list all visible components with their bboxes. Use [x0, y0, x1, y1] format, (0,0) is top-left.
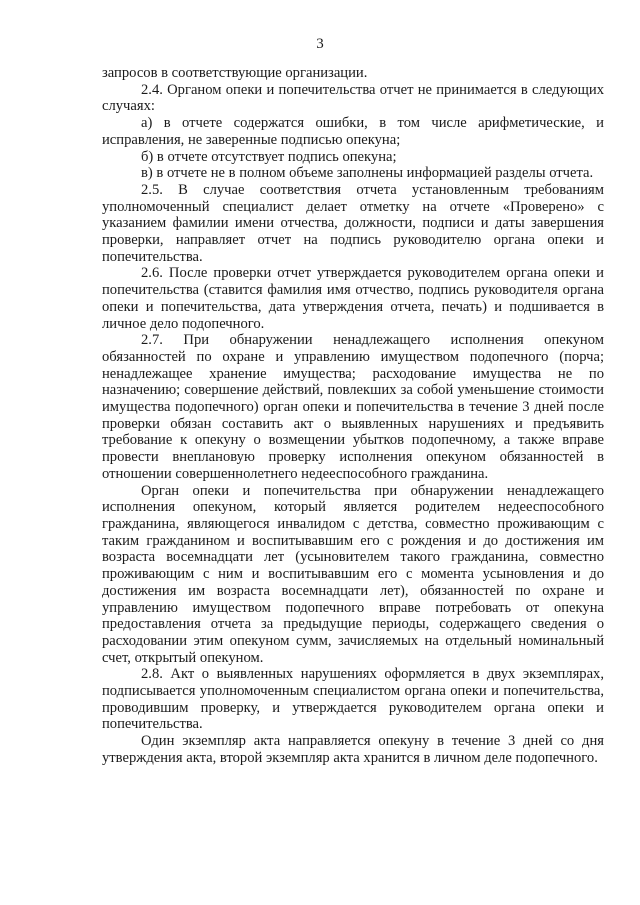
- list-item-b: б) в отчете отсутствует подпись опекуна;: [141, 148, 397, 165]
- page-number: 3: [316, 36, 324, 52]
- paragraph-2-4: 2.4. Органом опеки и попечительства отчет не принимается в следующих случаях:: [102, 81, 604, 115]
- list-item-a: а) в отчете содержатся ошибки, в том числе арифметические, и исправления, не заверенные подписью опекуна;: [102, 115, 604, 148]
- paragraph-2-8-continued: Один экземпляр акта направляется опекуну в течение 3 дней со дня утверждения акта, второй экземпляр акта хранится в личном деле подопечного.: [102, 733, 604, 766]
- paragraph-2-7: 2.7. При обнаружении ненадлежащего исполнения опекуном обязанностей по охране и управлению имуществом подопечного (порча; ненадлежащее хранение имущества; расходование имущества не по назначению; совершение действий, повлекших за собой уменьшение стоимости имущества подопечного) орган опеки и попечительства в течение 3 дней после проверки обязан составить акт о выявленных нарушениях и предъявить требование к опекуну о возмещении убытков подопечному, а также вправе провести внеплановую проверку исполнения опекуном обязанностей в отношении совершеннолетнего недееспособного гражданина.: [102, 332, 604, 482]
- paragraph-2-8: 2.8. Акт о выявленных нарушениях оформляется в двух экземплярах, подписывается уполномоченным специалистом органа опеки и попечительства, проводившим проверку, и утверждается руководителем органа опеки и попечительства.: [102, 666, 604, 733]
- paragraph-2-5: 2.5. В случае соответствия отчета установленным требованиям уполномоченный специалист делает отметку на отчете «Проверено» с указанием фамилии имени отчества, должности, подписи и даты завершения проверки, направляет отчет на подпись руководителю органа опеки и попечительства.: [102, 181, 604, 265]
- paragraph-continuation: запросов в соответствующие организации.: [102, 65, 368, 81]
- list-item-v: в) в отчете не в полном объеме заполнены информацией разделы отчета.: [141, 165, 594, 182]
- document-body: [102, 65, 604, 767]
- paragraph-2-7-continued: Орган опеки и попечительства при обнаружении ненадлежащего исполнения опекуном, который является родителем недееспособного гражданина, являющегося инвалидом с детства, совместно проживающим с таким гражданином и воспитывавшим его с рождения и до достижения им возраста восемнадцати лет (усыновителем такого гражданина, совместно проживающим с ним и воспитывавшим его с момента усыновления и до достижения им возраста восемнадцати лет), обязанностей по охране и управлению имуществом подопечного вправе потребовать от опекуна предоставления отчета за предыдущие периоды, содержащего сведения о расходовании этим опекуном сумм, зачисляемых на отдельный номинальный счет, открытый опекуном.: [102, 482, 604, 666]
- paragraph-2-6: 2.6. После проверки отчет утверждается руководителем органа опеки и попечительства (ставится фамилия имя отчество, подпись руководителя органа опеки и попечительства, дата утверждения отчета, печать) и подшивается в личное дело подопечного.: [102, 265, 604, 332]
